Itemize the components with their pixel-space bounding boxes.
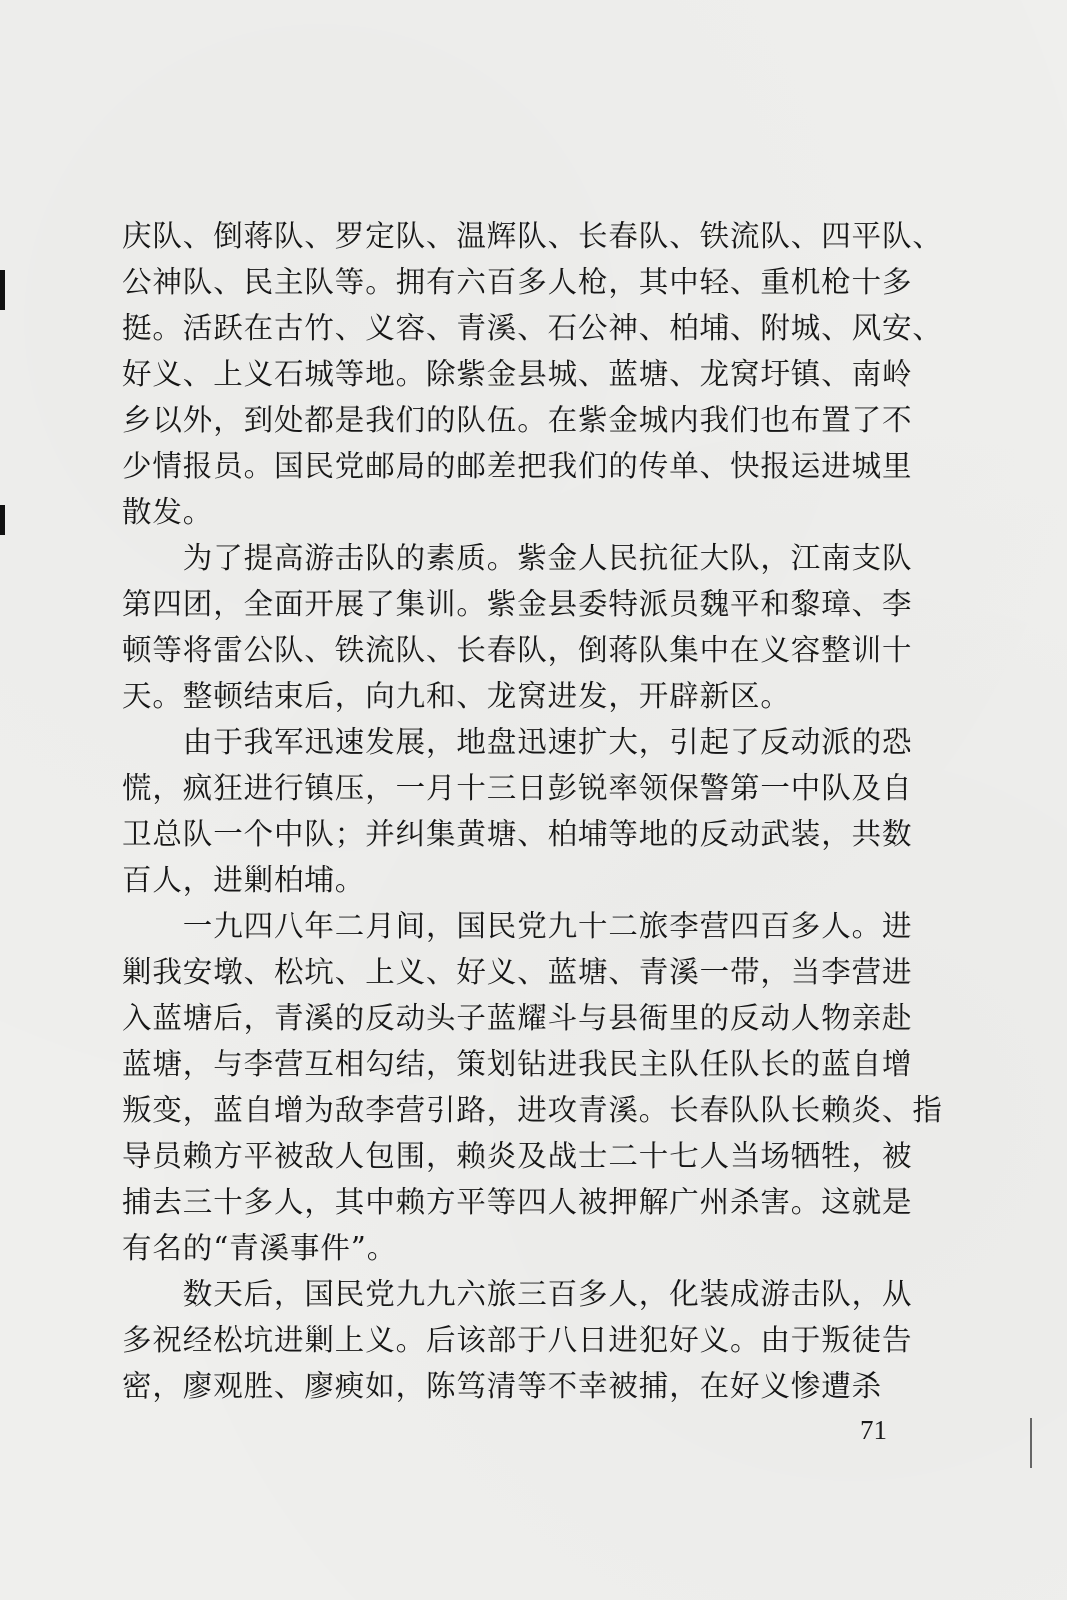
text-line: 多祝经松坑进剿上义。后该部于八日进犯好义。由于叛徒告 [122,1323,913,1357]
text-line: 导员赖方平被敌人包围，赖炎及战士二十七人当场牺牲，被 [122,1139,913,1173]
text-line: 入蓝塘后，青溪的反动头子蓝耀斗与县衙里的反动人物亲赴 [122,1001,913,1035]
body-text [122,213,946,1409]
text-line: 蓝塘，与李营互相勾结，策划钻进我民主队任队长的蓝自增 [122,1047,913,1081]
text-line: 庆队、倒蒋队、罗定队、温辉队、长春队、铁流队、四平队、 [122,219,943,253]
text-line: 有名的“青溪事件”。 [122,1231,398,1265]
text-line: 卫总队一个中队；并纠集黄塘、柏埔等地的反动武装，共数 [122,817,913,851]
text-line: 一九四八年二月间，国民党九十二旅李营四百多人。进 [122,909,913,943]
text-line: 由于我军迅速发展，地盘迅速扩大，引起了反动派的恐 [122,725,913,759]
text-line: 散发。 [122,495,214,529]
text-line: 数天后，国民党九九六旅三百多人，化装成游击队，从 [122,1277,913,1311]
page-number: 71 [860,1415,887,1445]
edge-speck [1030,1418,1032,1468]
text-line: 少情报员。国民党邮局的邮差把我们的传单、快报运进城里 [122,449,913,483]
text-line: 密，廖观胜、廖瘐如，陈笃清等不幸被捕，在好义惨遭杀 [122,1369,883,1403]
text-line: 挺。活跃在古竹、义容、青溪、石公神、柏埔、附城、风安、 [122,311,943,345]
text-line: 慌，疯狂进行镇压，一月十三日彭锐率领保警第一中队及自 [122,771,913,805]
binding-mark [0,505,5,535]
text-line: 捕去三十多人，其中赖方平等四人被押解广州杀害。这就是 [122,1185,913,1219]
text-line: 剿我安墩、松坑、上义、好义、蓝塘、青溪一带，当李营进 [122,955,913,989]
text-line: 第四团，全面开展了集训。紫金县委特派员魏平和黎璋、李 [122,587,913,621]
binding-mark [0,270,5,310]
text-line: 百人，进剿柏埔。 [122,863,366,897]
text-line: 天。整顿结束后，向九和、龙窝进发，开辟新区。 [122,679,791,713]
text-line: 为了提高游击队的素质。紫金人民抗征大队，江南支队 [122,541,913,575]
text-line: 好义、上义石城等地。除紫金县城、蓝塘、龙窝圩镇、南岭 [122,357,913,391]
text-line: 公神队、民主队等。拥有六百多人枪，其中轻、重机枪十多 [122,265,913,299]
text-line: 乡以外，到处都是我们的队伍。在紫金城内我们也布置了不 [122,403,913,437]
text-line: 顿等将雷公队、铁流队、长春队，倒蒋队集中在义容整训十 [122,633,913,667]
text-line: 叛变，蓝自增为敌李营引路，进攻青溪。长春队队长赖炎、指 [122,1093,943,1127]
